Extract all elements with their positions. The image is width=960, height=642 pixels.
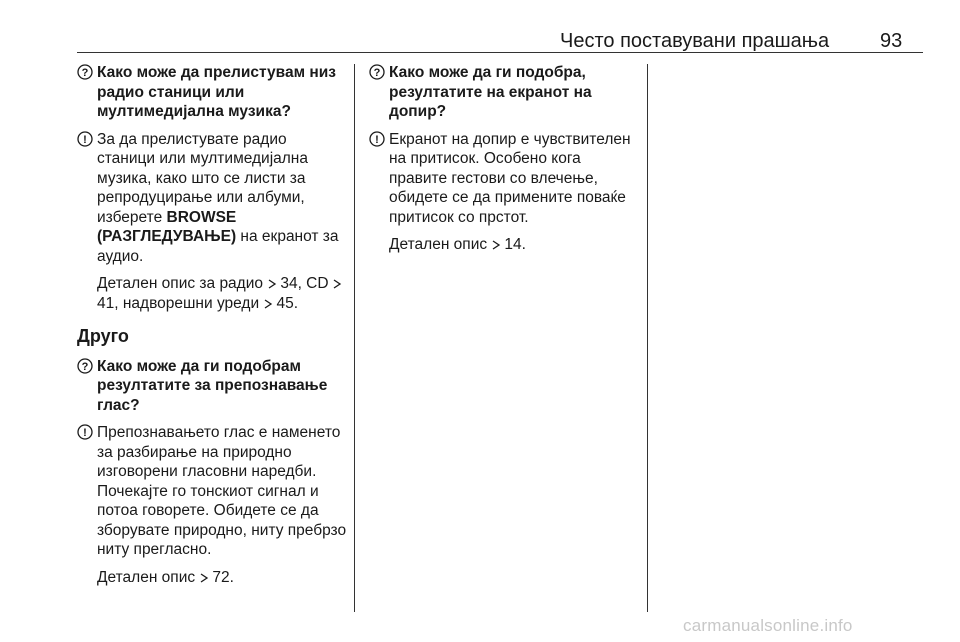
answer-touchscreen: ! Екранот на допир е чувствителен на притисок. Особено кога правите гестови со влечење, обидете се да примените поваќе притисок со прстот.	[369, 130, 641, 228]
column-divider-left	[354, 64, 355, 612]
question-touchscreen: ? Како може да ги подобра, резултатите на екранот на допир?	[369, 63, 641, 122]
svg-text:!: !	[83, 133, 87, 146]
svg-text:!: !	[83, 427, 87, 439]
reference-arrow-icon	[492, 240, 501, 250]
exclamation-circle-icon	[77, 424, 93, 440]
detail-reference-radio: Детален опис за радио 34, CD 41, надворешни уреди 45.	[77, 274, 347, 313]
svg-text:?: ?	[81, 360, 89, 373]
reference-arrow-icon	[200, 573, 209, 583]
svg-text:?: ?	[81, 67, 89, 79]
page-number: 93	[880, 30, 903, 52]
svg-text:?: ?	[373, 67, 381, 79]
reference-arrow-icon	[268, 279, 277, 289]
left-column	[77, 63, 347, 595]
header-rule	[77, 52, 923, 53]
question-circle-icon	[77, 64, 93, 80]
browse-label: BROWSE (РАЗГЛЕДУВАЊЕ)	[97, 208, 237, 245]
column-divider-right	[647, 64, 648, 612]
exclamation-circle-icon	[77, 131, 93, 147]
section-heading-other: Друго	[77, 326, 129, 346]
reference-arrow-icon	[264, 299, 273, 309]
question-circle-icon	[77, 358, 93, 374]
exclamation-circle-icon	[369, 131, 385, 147]
detail-reference-voice: Детален опис 72.	[97, 568, 234, 586]
question-circle-icon	[369, 64, 385, 80]
question-voice-recognition: ? Како може да ги подобрам резултатите за препознавање глас?	[77, 357, 347, 416]
svg-text:!: !	[375, 133, 379, 146]
answer-voice-recognition: ! Препознавањето глас е наменето за разбирање на природно изговорени гласовни наредби. Почекајте го тонскиот сигнал и потоа говорете. Обидете се да зборувате природно, ниту пребрзо ниту прегласно.	[77, 423, 347, 560]
watermark: carmanualsonline.info	[683, 616, 853, 635]
reference-arrow-icon	[333, 279, 342, 289]
question-browse: ? Како може да прелистувам низ радио станици или мултимедијална музика?	[77, 63, 347, 122]
answer-browse: ! За да прелистувате радио станици или мултимедијална музика, како што се листи за репродуцирање или албуми, изберете BROWSE (РАЗГЛЕДУВАЊЕ) на екранот за аудио.	[77, 130, 347, 267]
right-column	[369, 63, 641, 263]
page-header-title: Често поставувани прашања	[560, 30, 830, 52]
detail-reference-touchscreen: Детален опис 14.	[389, 236, 526, 253]
